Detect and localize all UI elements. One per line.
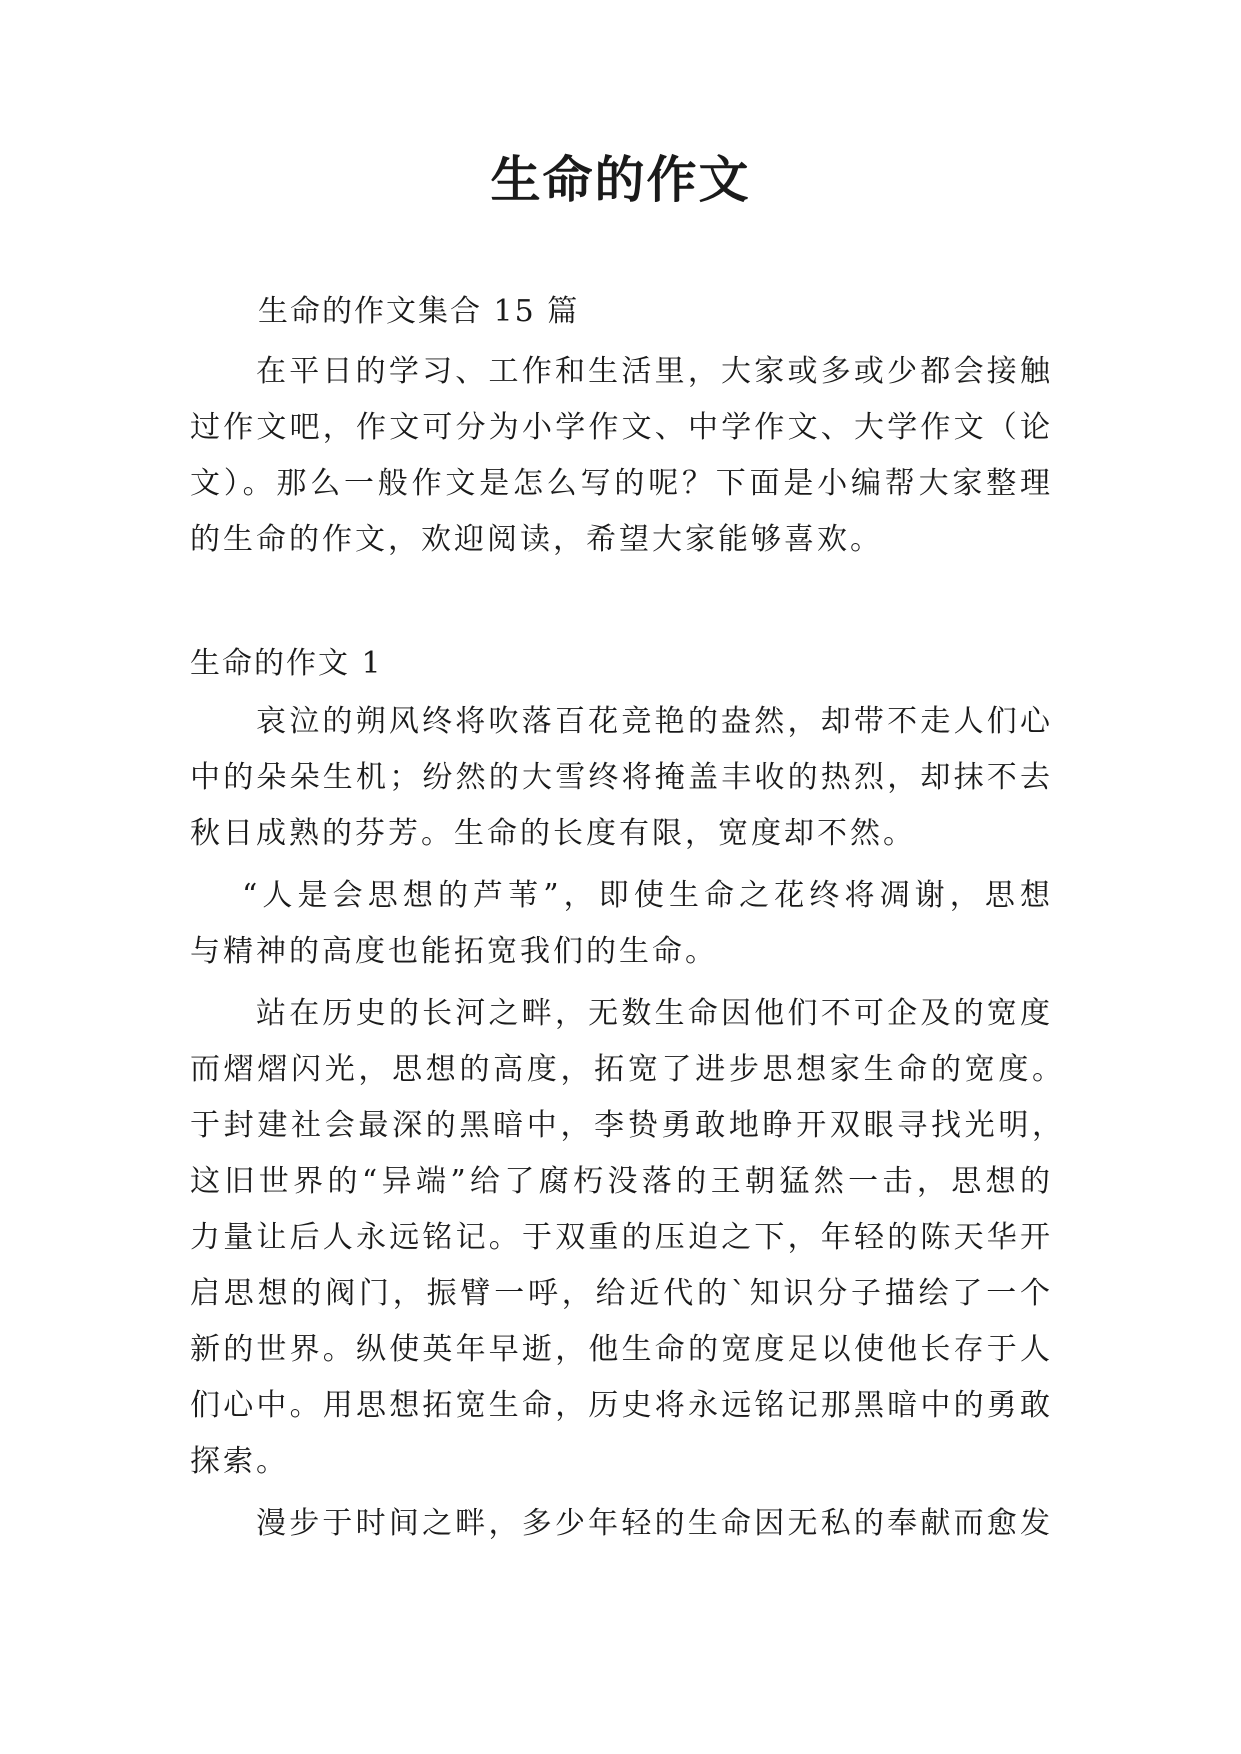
- body-line: 启思想的阀门，振臂一呼，给近代的`知识分子描绘了一个: [190, 1276, 1050, 1311]
- intro-line: 在平日的学习、工作和生活里，大家或多或少都会接触: [256, 354, 1050, 389]
- document-title: 生命的作文: [490, 150, 751, 209]
- body-line: 新的世界。纵使英年早逝，他生命的宽度足以使他长存于人: [190, 1332, 1050, 1367]
- body-line: 秋日成熟的芬芳。生命的长度有限，宽度却不然。: [190, 816, 916, 851]
- body-line: 力量让后人永远铭记。于双重的压迫之下，年轻的陈天华开: [190, 1220, 1050, 1255]
- body-line: 哀泣的朔风终将吹落百花竞艳的盎然，却带不走人们心: [256, 704, 1050, 739]
- section-heading: 生命的作文 1: [190, 646, 383, 681]
- body-line: 中的朵朵生机；纷然的大雪终将掩盖丰收的热烈，却抹不去: [190, 760, 1050, 795]
- intro-line: 的生命的作文，欢迎阅读，希望大家能够喜欢。: [190, 522, 883, 557]
- body-line: 漫步于时间之畔，多少年轻的生命因无私的奉献而愈发: [256, 1506, 1050, 1541]
- body-line: 这旧世界的“异端”给了腐朽没落的王朝猛然一击，思想的: [190, 1164, 1050, 1199]
- body-line: 与精神的高度也能拓宽我们的生命。: [190, 934, 718, 969]
- body-line: 站在历史的长河之畔，无数生命因他们不可企及的宽度: [256, 996, 1050, 1031]
- body-line: 于封建社会最深的黑暗中，李贽勇敢地睁开双眼寻找光明，: [190, 1108, 1062, 1143]
- body-line: 们心中。用思想拓宽生命，历史将永远铭记那黑暗中的勇敢: [190, 1388, 1050, 1423]
- intro-line: 过作文吧，作文可分为小学作文、中学作文、大学作文（论: [190, 410, 1050, 445]
- body-line: 而熠熠闪光，思想的高度，拓宽了进步思想家生命的宽度。: [190, 1052, 1062, 1087]
- body-line: 探索。: [190, 1444, 289, 1479]
- body-line: “人是会思想的芦苇”，即使生命之花终将凋谢，思想: [242, 878, 1050, 913]
- document-subtitle: 生命的作文集合 15 篇: [258, 294, 580, 329]
- intro-line: 文）。那么一般作文是怎么写的呢？下面是小编帮大家整理: [190, 466, 1050, 501]
